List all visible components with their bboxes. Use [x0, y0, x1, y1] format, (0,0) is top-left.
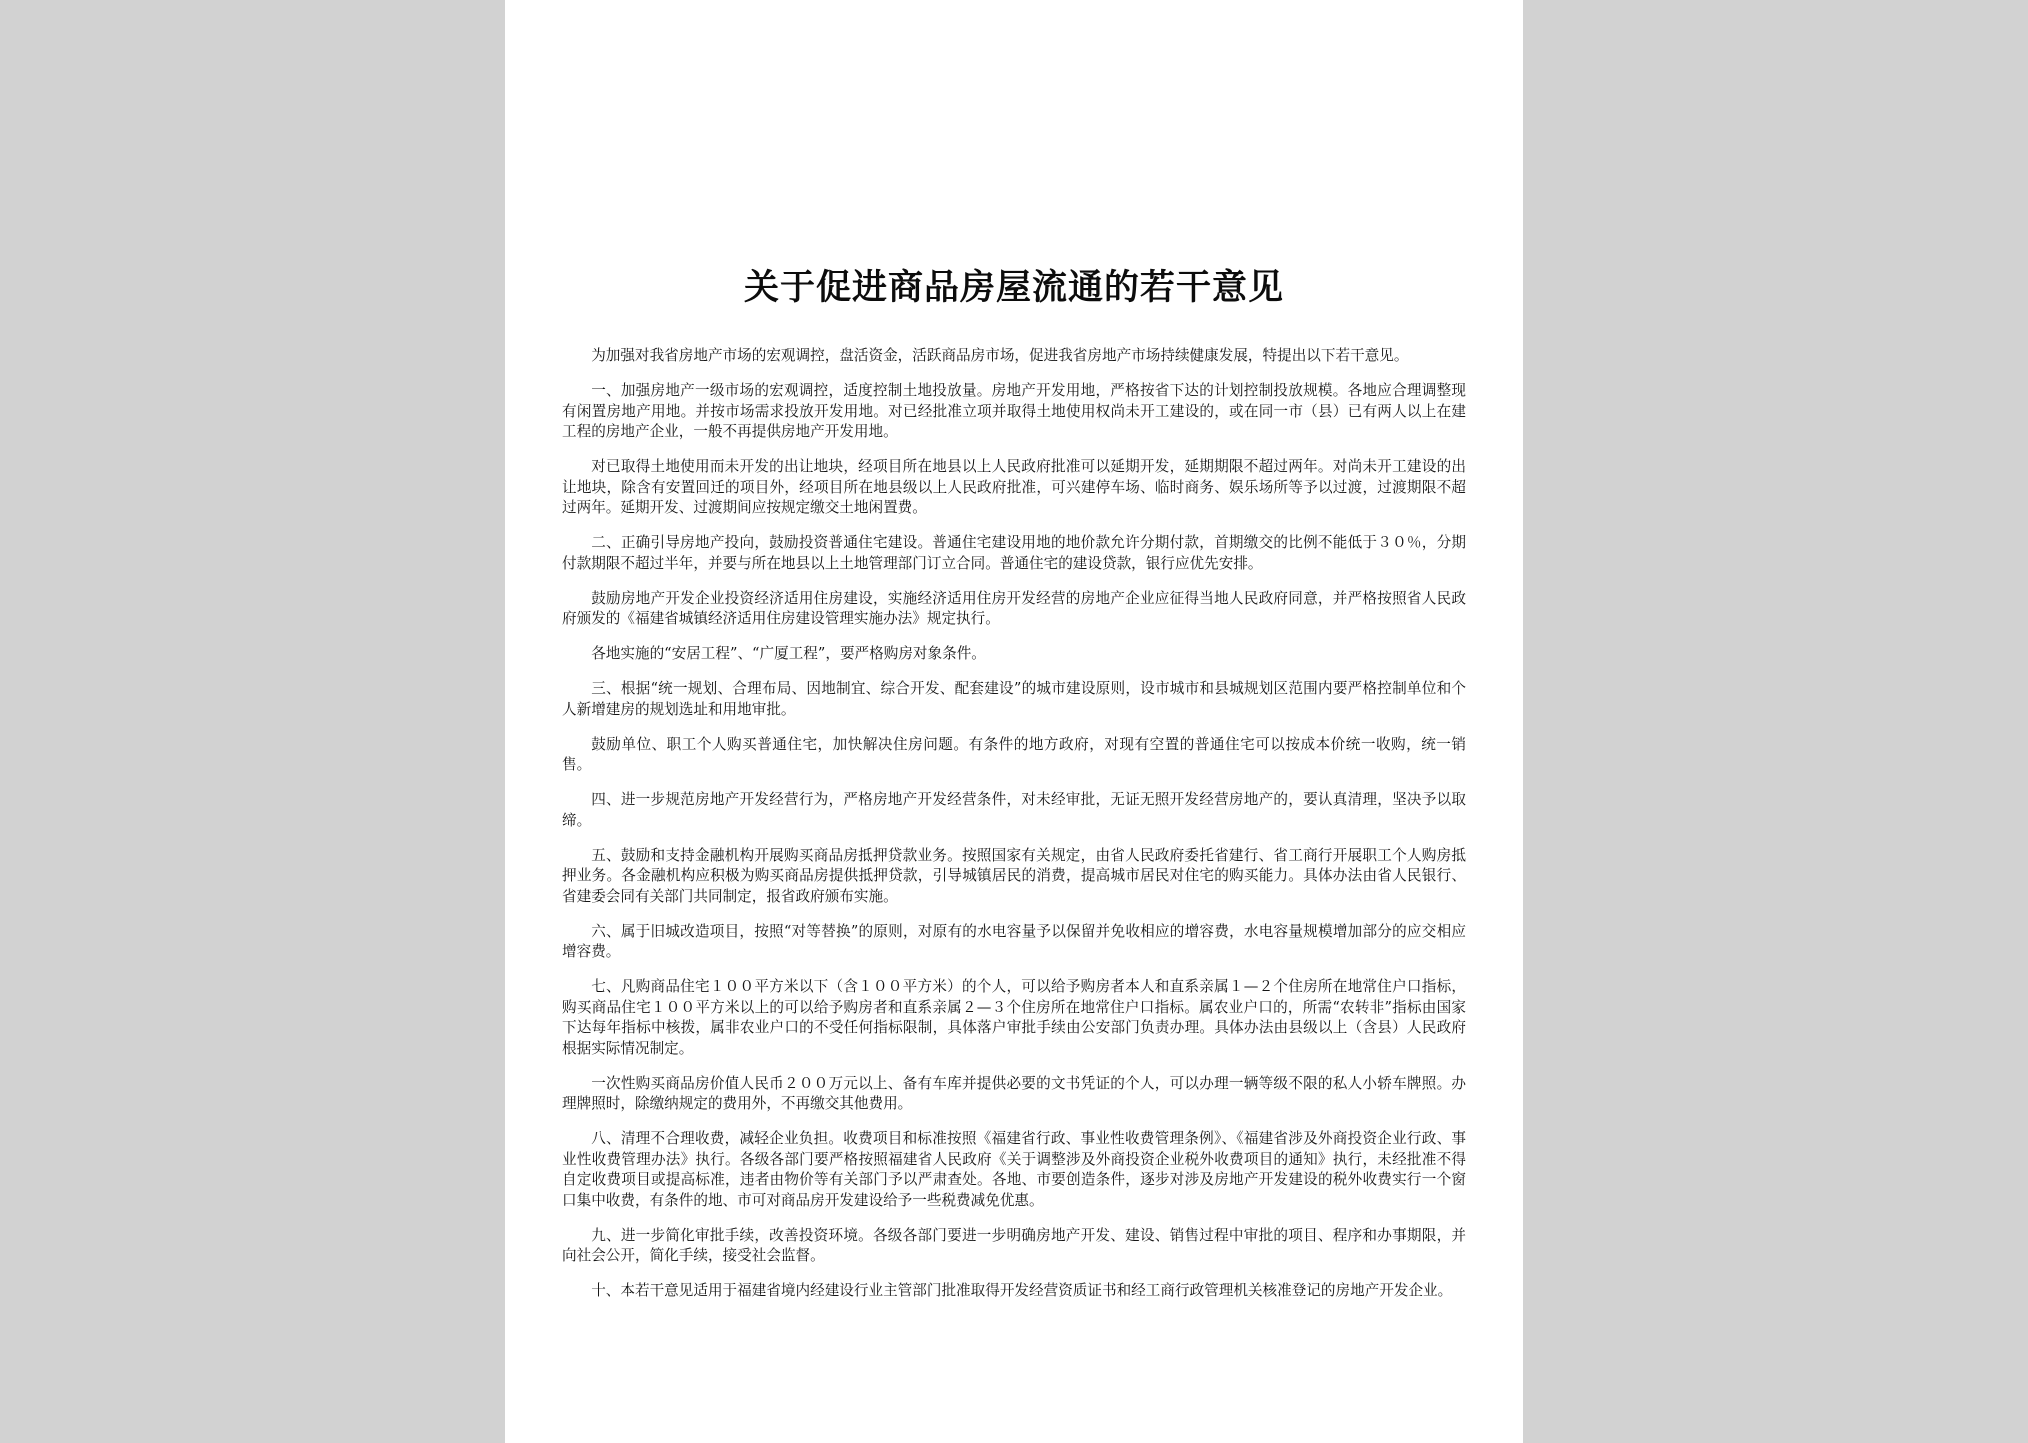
paragraph-section-8: 八、清理不合理收费，减轻企业负担。收费项目和标准按照《福建省行政、事业性收费管理条例》、《福建省涉及外商投资企业行政、事业性收费管理办法》执行。各级各部门要严格按照福建省人民政府《关于调整涉及外商投资企业税外收费项目的通知》执行，未经批准不得自定收费项目或提高标准，违者由物价等有关部门予以严肃查处。各地、市要创造条件，逐步对涉及房地产开发建设的税外收费实行一个窗口集中收费，有条件的地、市可对商品房开发建设给予一些税费减免优惠。 — [562, 1130, 1466, 1209]
paragraph-section-7-vehicle: 一次性购买商品房价值人民币２００万元以上、备有车库并提供必要的文书凭证的个人，可以办理一辆等级不限的私人小轿车牌照。办理牌照时，除缴纳规定的费用外，不再缴交其他费用。 — [562, 1074, 1466, 1112]
paragraph-section-2-projects: 各地实施的“安居工程”、“广厦工程”，要严格购房对象条件。 — [591, 645, 986, 662]
paragraph-section-10: 十、本若干意见适用于福建省境内经建设行业主管部门批准取得开发经营资质证书和经工商行政管理机关核准登记的房地产开发企业。 — [591, 1282, 1453, 1299]
paragraph-section-3-purchase: 鼓励单位、职工个人购买普通住宅，加快解决住房问题。有条件的地方政府，对现有空置的普通住宅可以按成本价统一收购，统一销售。 — [562, 735, 1466, 773]
document-title: 关于促进商品房屋流通的若干意见 — [743, 267, 1284, 308]
paragraph-section-7: 七、凡购商品住宅１００平方米以下（含１００平方米）的个人，可以给予购房者本人和直系亲属１—２个住房所在地常住户口指标，购买商品住宅１００平方米以上的可以给予购房者和直系亲属２—３个住房所在地常住户口指标。属农业户口的，所需“农转非”指标由国家下达每年指标中核拨，属非农业户口的不受任何指标限制，具体落户审批手续由公安部门负责办理。具体办法由县级以上（含县）人民政府根据实际情况制定。 — [562, 978, 1466, 1057]
paragraph-section-3: 三、根据“统一规划、合理布局、因地制宜、综合开发、配套建设”的城市建设原则，设市城市和县城规划区范围内要严格控制单位和个人新增建房的规划选址和用地审批。 — [562, 680, 1466, 718]
paragraph-section-4: 四、进一步规范房地产开发经营行为，严格房地产开发经营条件，对未经审批，无证无照开发经营房地产的，要认真清理，坚决予以取缔。 — [562, 791, 1466, 829]
paragraph-section-1: 一、加强房地产一级市场的宏观调控，适度控制土地投放量。房地产开发用地，严格按省下达的计划控制投放规模。各地应合理调整现有闲置房地产用地。并按市场需求投放开发用地。对已经批准立项并取得土地使用权尚未开工建设的，或在同一市（县）已有两人以上在建工程的房地产企业，一般不再提供房地产开发用地。 — [562, 382, 1466, 440]
paragraph-section-1-extension: 对已取得土地使用而未开发的出让地块，经项目所在地县以上人民政府批准可以延期开发，延期期限不超过两年。对尚未开工建设的出让地块，除含有安置回迁的项目外，经项目所在地县级以上人民政府批准，可兴建停车场、临时商务、娱乐场所等予以过渡，过渡期限不超过两年。延期开发、过渡期间应按规定缴交土地闲置费。 — [562, 458, 1466, 516]
paragraph-section-2: 二、正确引导房地产投向，鼓励投资普通住宅建设。普通住宅建设用地的地价款允许分期付款，首期缴交的比例不能低于３０％，分期付款期限不超过半年，并要与所在地县以上土地管理部门订立合同。普通住宅的建设贷款，银行应优先安排。 — [562, 534, 1466, 572]
paragraph-intro: 为加强对我省房地产市场的宏观调控，盘活资金，活跃商品房市场，促进我省房地产市场持续健康发展，特提出以下若干意见。 — [591, 347, 1409, 364]
document-page — [505, 0, 1523, 1443]
paragraph-section-5: 五、鼓励和支持金融机构开展购买商品房抵押贷款业务。按照国家有关规定，由省人民政府委托省建行、省工商行开展职工个人购房抵押业务。各金融机构应积极为购买商品房提供抵押贷款，引导城镇居民的消费，提高城市居民对住宅的购买能力。具体办法由省人民银行、省建委会同有关部门共同制定，报省政府颁布实施。 — [562, 846, 1466, 905]
paragraph-section-9: 九、进一步简化审批手续，改善投资环境。各级各部门要进一步明确房地产开发、建设、销售过程中审批的项目、程序和办事期限，并向社会公开，简化手续，接受社会监督。 — [562, 1226, 1466, 1264]
document-body — [562, 346, 1466, 1302]
paragraph-section-2-affordable-housing: 鼓励房地产开发企业投资经济适用住房建设，实施经济适用住房开发经营的房地产企业应征得当地人民政府同意，并严格按照省人民政府颁发的《福建省城镇经济适用住房建设管理实施办法》规定执行。 — [562, 589, 1466, 627]
paragraph-section-6: 六、属于旧城改造项目，按照“对等替换”的原则，对原有的水电容量予以保留并免收相应的增容费，水电容量规模增加部分的应交相应增容费。 — [562, 922, 1466, 960]
